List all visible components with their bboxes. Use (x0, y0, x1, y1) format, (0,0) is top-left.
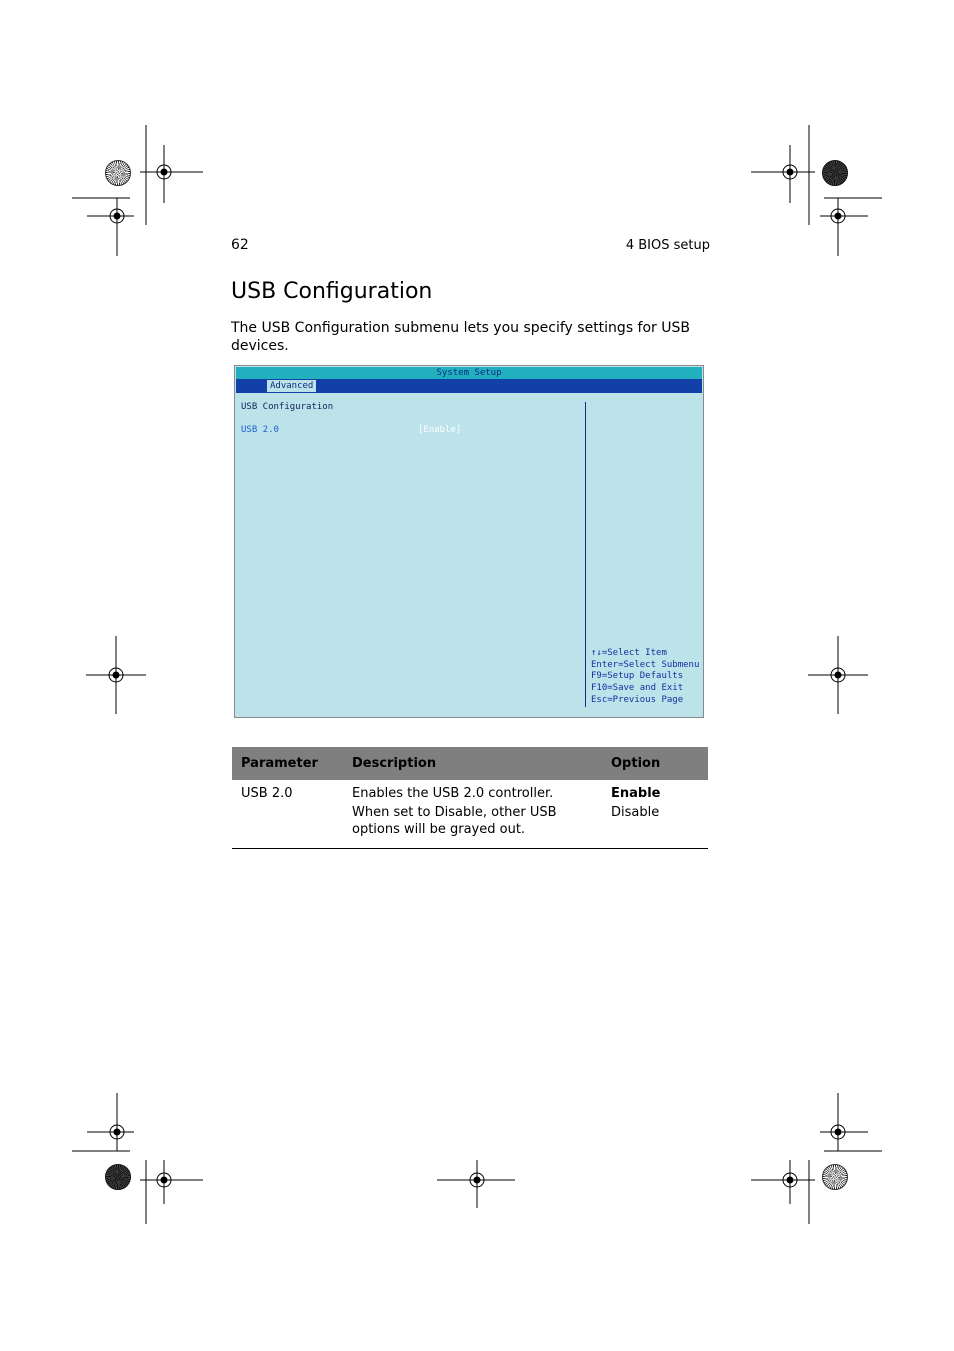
column-header-option: Option (602, 747, 708, 780)
bios-menu-bar (236, 379, 702, 393)
bios-help-line: ↑↓=Select Item (591, 648, 667, 658)
bios-divider (585, 402, 586, 707)
crosshair-mark-icon (437, 1160, 517, 1210)
description-line: When set to Disable, other USB options will be grayed out. (352, 805, 557, 837)
crosshair-mark-icon (749, 125, 819, 225)
crosshair-mark-icon (808, 636, 868, 716)
bios-help-line: Enter=Select Submenu (591, 659, 700, 670)
crosshair-mark-icon (72, 193, 142, 258)
description-line: Enables the USB 2.0 controller. (352, 786, 554, 801)
table-header-row (232, 747, 708, 780)
section-title: USB Configuration (231, 279, 433, 304)
crosshair-mark-icon (749, 1160, 819, 1225)
bios-item-usb20[interactable]: USB 2.0 (241, 425, 279, 435)
crosshair-mark-icon (812, 1093, 882, 1153)
bios-help-line: Esc=Previous Page (591, 694, 684, 705)
crosshair-mark-icon (86, 636, 146, 716)
option-default: Enable (611, 786, 661, 801)
bios-tab-advanced[interactable]: Advanced (267, 380, 316, 392)
rosette-mark-icon (822, 160, 848, 186)
bios-item-value[interactable]: [Enable] (418, 425, 462, 435)
description-cell (343, 780, 602, 849)
crosshair-mark-icon (72, 1093, 142, 1153)
running-head: 4 BIOS setup (625, 238, 710, 253)
rosette-mark-icon (105, 160, 131, 186)
bios-title-bar: System Setup (236, 367, 702, 379)
crosshair-mark-icon (812, 193, 882, 258)
page-number: 62 (231, 237, 249, 253)
intro-paragraph: The USB Configuration submenu lets you specify settings for USB devices. (231, 320, 690, 354)
rosette-mark-icon (822, 1164, 848, 1190)
option-value: Disable (611, 805, 660, 820)
table-row (232, 780, 708, 849)
bios-help-line: F10=Save and Exit (591, 683, 684, 694)
column-header-parameter: Parameter (232, 747, 343, 780)
bios-submenu-heading: USB Configuration (241, 402, 334, 412)
option-cell (602, 780, 708, 849)
bios-help-panel (591, 648, 699, 707)
bios-help-line: F9=Setup Defaults (591, 671, 684, 682)
rosette-mark-icon (105, 1164, 131, 1190)
crosshair-mark-icon (140, 1160, 210, 1225)
parameter-table (232, 747, 708, 849)
bios-screenshot (234, 365, 704, 718)
crosshair-mark-icon (140, 125, 210, 225)
parameter-cell: USB 2.0 (241, 786, 293, 801)
column-header-description: Description (343, 747, 602, 780)
